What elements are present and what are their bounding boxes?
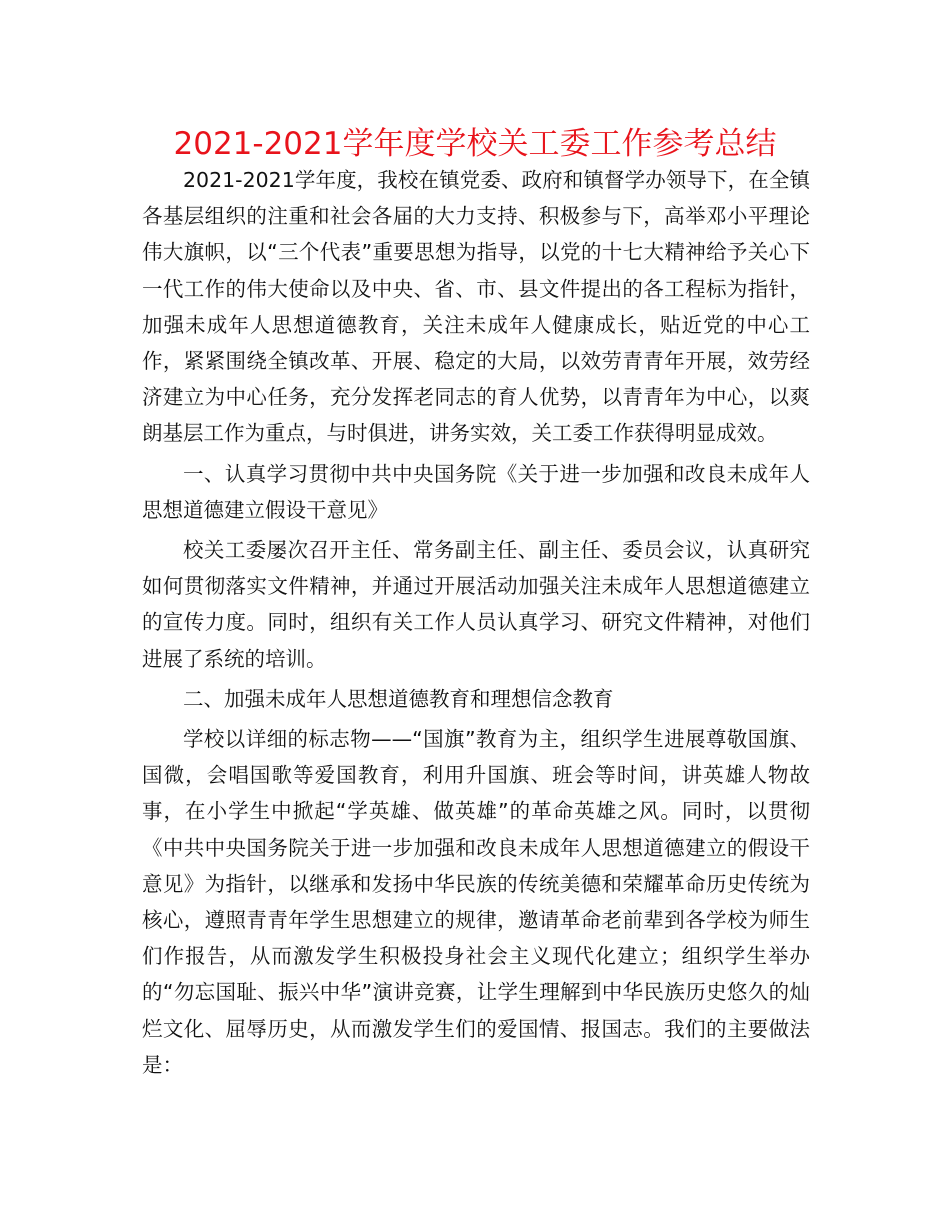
section-1-paragraph: 校关工委屡次召开主任、常务副主任、副主任、委员会议，认真研究如何贯彻落实文件精神，并通过开展活动加强关注未成年人思想道德建立的宣传力度。同时，组织有关工作人员认真学习、研究文件精神，对他们进展了系统的培训。 (142, 538, 810, 671)
section-heading-1: 一、认真学习贯彻中共中央国务院《关于进一步加强和改良未成年人思想道德建立假设干意见》 (142, 461, 810, 522)
section-heading-2: 二、加强未成年人思想道德教育和理想信念教育 (183, 686, 614, 711)
intro-paragraph: 2021-2021学年度，我校在镇党委、政府和镇督学办领导下，在全镇各基层组织的注重和社会各届的大力支持、积极参与下，高举邓小平理论伟大旗帜，以“三个代表”重要思想为指导，以党的十七大精神给予关心下一代工作的伟大使命以及中央、省、市、县文件提出的各工程标为指针，加强未成年人思想道德教育，关注未成年人健康成长，贴近党的中心工作，紧紧围绕全镇改革、开展、稳定的大局，以效劳青青年开展，效劳经济建立为中心任务，充分发挥老同志的育人优势，以青青年为中心，以爽朗基层工作为重点，与时俱进，讲务实效，关工委工作获得明显成效。 (142, 168, 810, 446)
document-body (142, 162, 810, 1083)
document-title: 2021-2021学年度学校关工委工作参考总结 (173, 126, 777, 162)
section-2-paragraph: 学校以详细的标志物——“国旗”教育为主，组织学生进展尊敬国旗、国微，会唱国歌等爱国教育，利用升国旗、班会等时间，讲英雄人物故事，在小学生中掀起“学英雄、做英雄”的革命英雄之风。同时，以贯彻《中共中央国务院关于进一步加强和改良未成年人思想道德建立的假设干意见》为指针，以继承和发扬中华民族的传统美德和荣耀革命历史传统为核心，遵照青青年学生思想建立的规律，邀请革命老前辈到各学校为师生们作报告，从而激发学生积极投身社会主义现代化建立；组织学生举办的“勿忘国耻、振兴中华”演讲竞赛，让学生理解到中华民族历史悠久的灿烂文化、屈辱历史，从而激发学生们的爱国情、报国志。我们的主要做法是： (142, 727, 810, 1077)
